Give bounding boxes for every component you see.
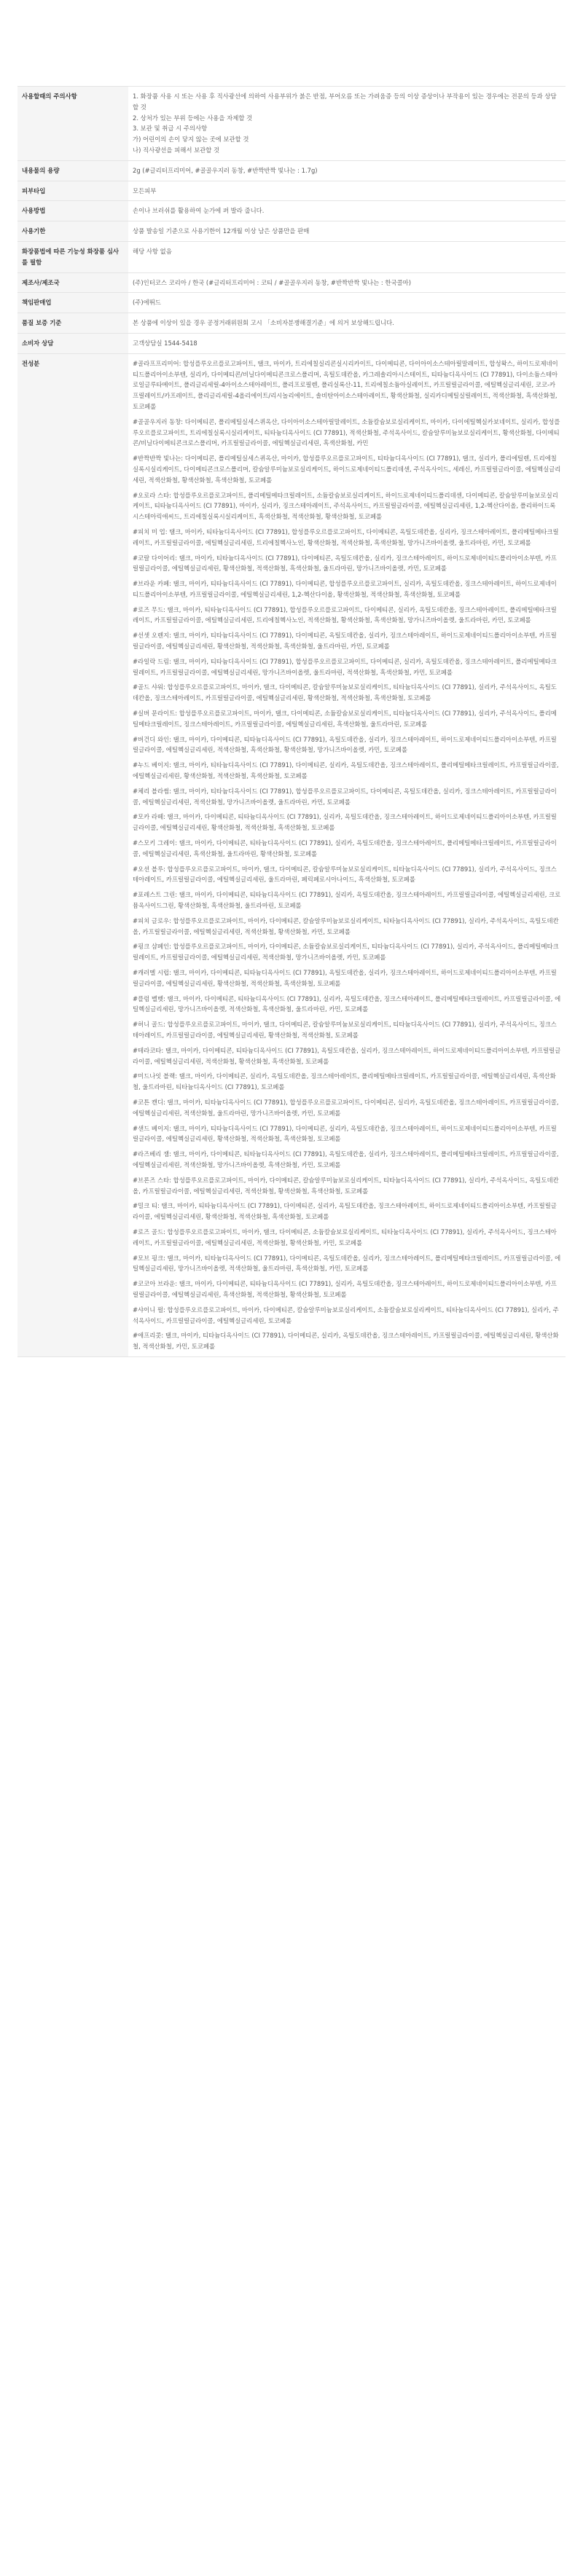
ingredient-shade-block: #코튼 캔디: 탤크, 마이카, 티타늄디옥사이드 (CI 77891), 합성플루오르플로고파이트, 다이메티콘, 실리카, 옥틸도데칸올, 징크스테아레이트, 카프릴릴글라이콜, 에틸헥실글리세린, 적색산화철, 울트라마린, 망가니즈바이올렛, 카민, 토코페롤 xyxy=(133,1098,559,1117)
ingredient-shade-block: #샌드 베이지: 탤크, 마이카, 티타늄디옥사이드 (CI 77891), 다이메티콘, 실리카, 옥틸도데칸올, 징크스테아레이트, 하이드로제네이티드폴리아이소부텐, 카프릴릴글라이콜, 에틸헥실글리세린, 황색산화철, 적색산화철, 흑색산화철, 토코페롤 xyxy=(133,1124,557,1143)
spec-line: 2g (#글리터프리미어, #골골우지러 동창, #반짝반짝 빛나는 : 1.7g) xyxy=(133,166,318,174)
spec-row xyxy=(17,241,566,272)
ingredient-shade-block: #오로라 스타: 합성플루오르플로고파이트, 폴리메틸메타크릴레이트, 소듐칼슘보로실리케이트, 하이드로제네이티드폴리데센, 다이메티콘, 칼슘알루미늄보로실리케이트, 티타늄디옥사이드 (CI 77891), 마이카, 실리카, 징크스테아레이트, 주석옥사이드, 카프릴릴글라이콜, 에틸헥실글리세린, 1,2-헥산다이올, 폴리하이드록시스테아릭애씨드, 트리에칠실록시실리케이트, 흑색산화철, 적색산화철, 황색산화철, 토코페롤 xyxy=(133,491,558,521)
ingredient-shade-block: #모브 핑크: 탤크, 마이카, 티타늄디옥사이드 (CI 77891), 다이메티콘, 옥틸도데칸올, 실리카, 징크스테아레이트, 폴리메틸메타크릴레이트, 카프릴릴글라이콜, 에틸헥실글리세린, 망가니즈바이올렛, 적색산화철, 울트라마린, 흑색산화철, 카민, 토코페롤 xyxy=(133,1254,561,1273)
ingredients-label: 전성분 xyxy=(17,353,128,1356)
spec-value xyxy=(128,160,566,181)
spec-label: 소비자 상담 xyxy=(17,333,128,353)
spec-line: 1. 화장품 사용 시 또는 사용 후 직사광선에 의하여 사용부위가 붉은 반점, 부어오름 또는 가려움증 등의 이상 증상이나 부작용이 있는 경우에는 전문의 등과 상담할 것 xyxy=(133,93,557,111)
ingredient-shade-block: #스모키 그레이: 탤크, 마이카, 다이메티콘, 티타늄디옥사이드 (CI 77891), 실리카, 옥틸도데칸올, 징크스테아레이트, 폴리메틸메타크릴레이트, 카프릴릴글라이콜, 에틸헥실글리세린, 흑색산화철, 울트라마린, 황색산화철, 토코페롤 xyxy=(133,839,557,857)
spec-line: 해당 사항 없음 xyxy=(133,247,172,255)
spec-line: 손이나 브러쉬를 활용하여 눈가에 펴 발라 줍니다. xyxy=(133,207,265,215)
spec-label: 내용물의 용량 xyxy=(17,160,128,181)
spec-value xyxy=(128,181,566,201)
ingredient-shade-block: #캐러멜 시럽: 탤크, 마이카, 다이메티콘, 티타늄디옥사이드 (CI 77891), 옥틸도데칸올, 실리카, 징크스테아레이트, 하이드로제네이티드폴리아이소부텐, 카프릴릴글라이콜, 에틸헥실글리세린, 황색산화철, 적색산화철, 흑색산화철, 토코페롤 xyxy=(133,969,557,987)
ingredient-shade-block: #라즈베리 잼: 탤크, 마이카, 다이메티콘, 티타늄디옥사이드 (CI 77891), 옥틸도데칸올, 실리카, 징크스테아레이트, 폴리메틸메타크릴레이트, 카프릴릴글라이콜, 에틸헥실글리세린, 적색산화철, 망가니즈바이올렛, 흑색산화철, 카민, 토코페롤 xyxy=(133,1150,559,1169)
ingredient-shade-block: #오션 블루: 합성플루오르플로고파이트, 마이카, 탤크, 다이메티콘, 칼슘알루미늄보로실리케이트, 티타늄디옥사이드 (CI 77891), 실리카, 주석옥사이드, 징크스테아레이트, 카프릴릴글라이콜, 에틸헥실글리세린, 울트라마린, 페릭페로시아나이드, 흑색산화철, 토코페롤 xyxy=(133,865,557,884)
ingredient-shade-block: #골골우지러 동창: 다이메티콘, 폴리메틸실세스퀴옥산, 다이아이소스테아릴말레이트, 소듐칼슘보로실리케이트, 마이카, 다이에틸헥실카보네이트, 실리카, 합성플루오르플로고파이트, 트리에칠실록시실리케이트, 티타늄디옥사이드 (CI 77891), 적색산화철, 주석옥사이드, 칼슘알루미늄보로실리케이트, 황색산화철, 다이메티콘/비닐다이메티콘크로스폴리머, 카프릴릴글라이콜, 에틸헥실글리세린, 흑색산화철, 카민 xyxy=(133,417,560,447)
ingredient-shade-block: #골드 샤워: 합성플루오르플로고파이트, 마이카, 탤크, 다이메티콘, 칼슘알루미늄보로실리케이트, 티타늄디옥사이드 (CI 77891), 실리카, 주석옥사이드, 옥틸도데칸올, 징크스테아레이트, 카프릴릴글라이콜, 에틸헥실글리세린, 황색산화철, 적색산화철, 흑색산화철, 토코페롤 xyxy=(133,683,557,702)
spec-row xyxy=(17,221,566,242)
spec-value xyxy=(128,87,566,161)
ingredient-shade-block: #테라코타: 탤크, 마이카, 다이메티콘, 티타늄디옥사이드 (CI 77891), 옥틸도데칸올, 실리카, 징크스테아레이트, 하이드로제네이티드폴리아이소부텐, 카프릴릴글라이콜, 에틸헥실글리세린, 적색산화철, 황색산화철, 흑색산화철, 토코페롤 xyxy=(133,1046,561,1065)
ingredients-list xyxy=(128,353,566,1356)
spec-value xyxy=(128,201,566,221)
spec-label: 피부타입 xyxy=(17,181,128,201)
spec-line: 2. 상처가 있는 부위 등에는 사용을 자제할 것 xyxy=(133,114,253,122)
spec-value xyxy=(128,293,566,313)
ingredient-shade-block: #미드나잇 블랙: 탤크, 마이카, 다이메티콘, 실리카, 옥틸도데칸올, 징크스테아레이트, 폴리메틸메타크릴레이트, 카프릴릴글라이콜, 에틸헥실글리세린, 흑색산화철, 울트라마린, 티타늄디옥사이드 (CI 77891), 토코페롤 xyxy=(133,1072,556,1091)
spec-line: 나) 직사광선을 피해서 보관할 것 xyxy=(133,146,220,154)
spec-line: 상품 발송일 기준으로 사용기한이 12개월 이상 남은 상품만을 판매 xyxy=(133,227,310,235)
spec-row xyxy=(17,272,566,293)
spec-line: 고객상담실 1544-5418 xyxy=(133,339,197,347)
ingredients-row xyxy=(17,353,566,1356)
ingredient-shade-block: #로즈 무드: 탤크, 마이카, 티타늄디옥사이드 (CI 77891), 합성플루오르플로고파이트, 다이메티콘, 실리카, 옥틸도데칸올, 징크스테아레이트, 폴리메틸메타크릴레이트, 카프릴릴글라이콜, 에틸헥실글리세린, 트리에칠헥사노인, 적색산화철, 황색산화철, 흑색산화철, 망가니즈바이올렛, 울트라마린, 카민, 토코페롤 xyxy=(133,605,557,624)
spec-label: 사용할때의 주의사항 xyxy=(17,87,128,161)
ingredient-shade-block: #브론즈 스타: 합성플루오르플로고파이트, 마이카, 다이메티콘, 칼슘알루미늄보로실리케이트, 티타늄디옥사이드 (CI 77891), 실리카, 주석옥사이드, 옥틸도데칸올, 카프릴릴글라이콜, 에틸헥실글리세린, 적색산화철, 황색산화철, 흑색산화철, 토코페롤 xyxy=(133,1176,559,1195)
ingredient-shade-block: #선셋 오렌지: 탤크, 마이카, 티타늄디옥사이드 (CI 77891), 다이메티콘, 옥틸도데칸올, 실리카, 징크스테아레이트, 하이드로제네이티드폴리아이소부텐, 카프릴릴글라이콜, 에틸헥실글리세린, 황색산화철, 적색산화철, 흑색산화철, 울트라마린, 카민, 토코페롤 xyxy=(133,632,557,651)
spec-value xyxy=(128,221,566,242)
product-spec-table xyxy=(17,86,566,1357)
ingredient-shade-block: #모카 라떼: 탤크, 마이카, 다이메티콘, 티타늄디옥사이드 (CI 77891), 실리카, 옥틸도데칸올, 징크스테아레이트, 하이드로제네이티드폴리아이소부텐, 카프릴릴글라이콜, 에틸헥실글리세린, 황색산화철, 적색산화철, 흑색산화철, 토코페롤 xyxy=(133,813,557,832)
spec-label: 사용기한 xyxy=(17,221,128,242)
spec-label: 품질 보증 기준 xyxy=(17,313,128,334)
ingredient-shade-block: #애프리콧: 탤크, 마이카, 티타늄디옥사이드 (CI 77891), 다이메티콘, 실리카, 옥틸도데칸올, 징크스테아레이트, 카프릴릴글라이콜, 에틸헥실글리세린, 황색산화철, 적색산화철, 카민, 토코페롤 xyxy=(133,1332,559,1351)
spec-value xyxy=(128,272,566,293)
ingredient-shade-block: #피치 글로우: 합성플루오르플로고파이트, 마이카, 다이메티콘, 칼슘알루미늄보로실리케이트, 티타늄디옥사이드 (CI 77891), 실리카, 주석옥사이드, 옥틸도데칸올, 카프릴릴글라이콜, 에틸헥실글리세린, 적색산화철, 황색산화철, 카민, 토코페롤 xyxy=(133,916,559,935)
product-info-section xyxy=(17,86,566,1357)
ingredient-shade-block: #누드 베이지: 탤크, 마이카, 티타늄디옥사이드 (CI 77891), 다이메티콘, 실리카, 옥틸도데칸올, 징크스테아레이트, 폴리메틸메타크릴레이트, 카프릴릴글라이콜, 에틸헥실글리세린, 황색산화철, 적색산화철, 흑색산화철, 토코페롤 xyxy=(133,761,559,780)
spec-line: 3. 보관 및 취급 시 주의사항 xyxy=(133,125,208,133)
ingredient-shade-block: #실버 문라이트: 합성플루오르플로고파이트, 마이카, 탤크, 다이메티콘, 소듐칼슘보로실리케이트, 티타늄디옥사이드 (CI 77891), 실리카, 주석옥사이드, 폴리메틸메타크릴레이트, 징크스테아레이트, 카프릴릴글라이콜, 에틸헥실글리세린, 흑색산화철, 울트라마린, 토코페롤 xyxy=(133,710,557,728)
ingredient-shade-block: #밀크 티: 탤크, 마이카, 티타늄디옥사이드 (CI 77891), 다이메티콘, 실리카, 옥틸도데칸올, 징크스테아레이트, 하이드로제네이티드폴리아이소부텐, 카프릴릴글라이콜, 에틸헥실글리세린, 황색산화철, 적색산화철, 흑색산화철, 토코페롤 xyxy=(133,1202,557,1221)
spec-line: 가) 어린이의 손이 닿지 않는 곳에 보관할 것 xyxy=(133,136,249,144)
spec-value xyxy=(128,241,566,272)
ingredient-shade-block: #코랄 다이어리: 탤크, 마이카, 티타늄디옥사이드 (CI 77891), 다이메티콘, 옥틸도데칸올, 실리카, 징크스테아레이트, 하이드로제네이티드폴리아이소부텐, 카프릴릴글라이콜, 에틸헥실글리세린, 황색산화철, 적색산화철, 흑색산화철, 울트라마린, 망가니즈바이올렛, 카민, 토코페롤 xyxy=(133,554,557,573)
spec-row xyxy=(17,87,566,161)
product-spec-table-body xyxy=(17,87,566,1357)
ingredient-shade-block: #반짝반짝 빛나는: 다이메티콘, 폴리메틸실세스퀴옥산, 마이카, 합성플루오르플로고파이트, 티타늄디옥사이드 (CI 77891), 탤크, 실리카, 폴리에틸렌, 트리에칠실록시실리케이트, 다이메티콘크로스폴리머, 칼슘알루미늄보로실리케이트, 하이드로제네이티드폴리데센, 주석옥사이드, 세레신, 카프릴릴글라이콜, 에틸헥실글리세린, 적색산화철, 황색산화철, 흑색산화철, 토코페롤 xyxy=(133,455,561,484)
ingredient-shade-block: #포레스트 그린: 탤크, 마이카, 다이메티콘, 티타늄디옥사이드 (CI 77891), 실리카, 옥틸도데칸올, 징크스테아레이트, 카프릴릴글라이콜, 에틸헥실글리세린, 크로뮴옥사이드그린, 황색산화철, 흑색산화철, 울트라마린, 토코페롤 xyxy=(133,891,561,910)
spec-label: 화장품법에 따른 기능성 화장품 심사를 필함 xyxy=(17,241,128,272)
spec-label: 책임판매업 xyxy=(17,293,128,313)
spec-row xyxy=(17,293,566,313)
ingredient-shade-block: #허니 골드: 합성플루오르플로고파이트, 마이카, 탤크, 다이메티콘, 칼슘알루미늄보로실리케이트, 티타늄디옥사이드 (CI 77891), 실리카, 주석옥사이드, 징크스테아레이트, 카프릴릴글라이콜, 에틸헥실글리세린, 황색산화철, 적색산화철, 토코페롤 xyxy=(133,1021,557,1039)
spec-row xyxy=(17,333,566,353)
ingredient-shade-block: #샤이니 펄: 합성플루오르플로고파이트, 마이카, 다이메티콘, 칼슘알루미늄보로실리케이트, 소듐칼슘보로실리케이트, 티타늄디옥사이드 (CI 77891), 실리카, 주석옥사이드, 카프릴릴글라이콜, 에틸헥실글리세린, 토코페롤 xyxy=(133,1305,559,1324)
ingredient-shade-block: #피치 미 업: 탤크, 마이카, 티타늄디옥사이드 (CI 77891), 합성플루오르플로고파이트, 다이메티콘, 옥틸도데칸올, 실리카, 징크스테아레이트, 폴리메틸메타크릴레이트, 카프릴릴글라이콜, 에틸헥실글리세린, 트리에칠헥사노인, 황색산화철, 적색산화철, 흑색산화철, 망가니즈바이올렛, 울트라마린, 카민, 토코페롤 xyxy=(133,527,559,546)
ingredient-shade-block: #브라운 카페: 탤크, 마이카, 티타늄디옥사이드 (CI 77891), 다이메티콘, 합성플루오르플로고파이트, 실리카, 옥틸도데칸올, 징크스테아레이트, 하이드로제네이티드폴리아이소부텐, 카프릴릴글라이콜, 에틸헥실글리세린, 1,2-헥산다이올, 황색산화철, 적색산화철, 흑색산화철, 토코페롤 xyxy=(133,580,557,598)
spec-row xyxy=(17,201,566,221)
spec-line: 본 상품에 이상이 있을 경우 공정거래위원회 고시 「소비자분쟁해결기준」에 의거 보상해드립니다. xyxy=(133,319,394,327)
spec-value xyxy=(128,313,566,334)
spec-label: 사용방법 xyxy=(17,201,128,221)
spec-value xyxy=(128,333,566,353)
ingredient-shade-block: #라일락 드림: 탤크, 마이카, 티타늄디옥사이드 (CI 77891), 합성플루오르플로고파이트, 다이메티콘, 실리카, 옥틸도데칸올, 징크스테아레이트, 폴리메틸메타크릴레이트, 카프릴릴글라이콜, 에틸헥실글리세린, 망가니즈바이올렛, 울트라마린, 적색산화철, 흑색산화철, 카민, 토코페롤 xyxy=(133,657,557,676)
spec-row xyxy=(17,160,566,181)
ingredient-shade-block: #체리 블라썸: 탤크, 마이카, 티타늄디옥사이드 (CI 77891), 합성플루오르플로고파이트, 다이메티콘, 옥틸도데칸올, 실리카, 징크스테아레이트, 카프릴릴글라이콜, 에틸헥실글리세린, 적색산화철, 망가니즈바이올렛, 울트라마린, 카민, 토코페롤 xyxy=(133,787,557,806)
spec-row xyxy=(17,181,566,201)
ingredient-shade-block: #플럼 벨벳: 탤크, 마이카, 다이메티콘, 티타늄디옥사이드 (CI 77891), 실리카, 옥틸도데칸올, 징크스테아레이트, 폴리메틸메타크릴레이트, 카프릴릴글라이콜, 에틸헥실글리세린, 망가니즈바이올렛, 적색산화철, 흑색산화철, 울트라마린, 카민, 토코페롤 xyxy=(133,994,561,1013)
spec-line: (주)인터코스 코리아 / 한국 (#글리터프리미어 : 코티 / #골골우지러 동창, #반짝반짝 빛나는 : 한국콜마) xyxy=(133,278,412,286)
ingredient-shade-block: #핑크 샴페인: 합성플루오르플로고파이트, 마이카, 다이메티콘, 소듐칼슘보로실리케이트, 티타늄디옥사이드 (CI 77891), 실리카, 주석옥사이드, 폴리메틸메타크릴레이트, 카프릴릴글라이콜, 에틸헥실글리세린, 적색산화철, 망가니즈바이올렛, 카민, 토코페롤 xyxy=(133,943,559,962)
spec-line: 모든피부 xyxy=(133,186,157,195)
spec-label: 제조사/제조국 xyxy=(17,272,128,293)
spec-line: (주)에뛰드 xyxy=(133,299,161,307)
spec-row xyxy=(17,313,566,334)
ingredient-shade-block: #골라프프리미어: 합성플루오르플로고파이트, 탤크, 마이카, 트리에칠실리콘실시리카이트, 다이메티콘, 다이아이소스테아릴말레이트, 합성왁스, 하이드로제네이티드폴리아이소부텐, 실리카, 다이메티콘/비닐다이메티콘크로스폴리머, 옥틸도데칸올, 카그레솔리아시스테이트, 티타늄디옥사이드 (CI 77891), 다이소듐스테아로일글루타메이트, 폴리글리세릴-4아이소스테아레이트, 폴리프로필렌, 폴리실록산-11, 트리에칠소듐아실레이트, 카프릴릴글라이콜, 에틸헥실글리세린, 코코-카프릴레이트/카프레이트, 폴리글리세릴-4올리에이트/리시놀리에이트, 솔비탄아이소스테아레이트, 황색산화철, 실리카디메틸실릴레이트, 적색산화철, 흑색산화철, 토코페롤 xyxy=(133,359,558,410)
ingredient-shade-block: #코코아 브라운: 탤크, 마이카, 다이메티콘, 티타늄디옥사이드 (CI 77891), 실리카, 옥틸도데칸올, 징크스테아레이트, 하이드로제네이티드폴리아이소부텐, 카프릴릴글라이콜, 에틸헥실글리세린, 흑색산화철, 적색산화철, 황색산화철, 토코페롤 xyxy=(133,1280,557,1298)
ingredient-shade-block: #버건디 와인: 탤크, 마이카, 다이메티콘, 티타늄디옥사이드 (CI 77891), 옥틸도데칸올, 실리카, 징크스테아레이트, 하이드로제네이티드폴리아이소부텐, 카프릴릴글라이콜, 에틸헥실글리세린, 적색산화철, 흑색산화철, 황색산화철, 망가니즈바이올렛, 카민, 토코페롤 xyxy=(133,735,557,754)
ingredient-shade-block: #로즈 골드: 합성플루오르플로고파이트, 마이카, 탤크, 다이메티콘, 소듐칼슘보로실리케이트, 티타늄디옥사이드 (CI 77891), 실리카, 주석옥사이드, 징크스테아레이트, 카프릴릴글라이콜, 에틸헥실글리세린, 적색산화철, 황색산화철, 카민, 토코페롤 xyxy=(133,1228,557,1246)
